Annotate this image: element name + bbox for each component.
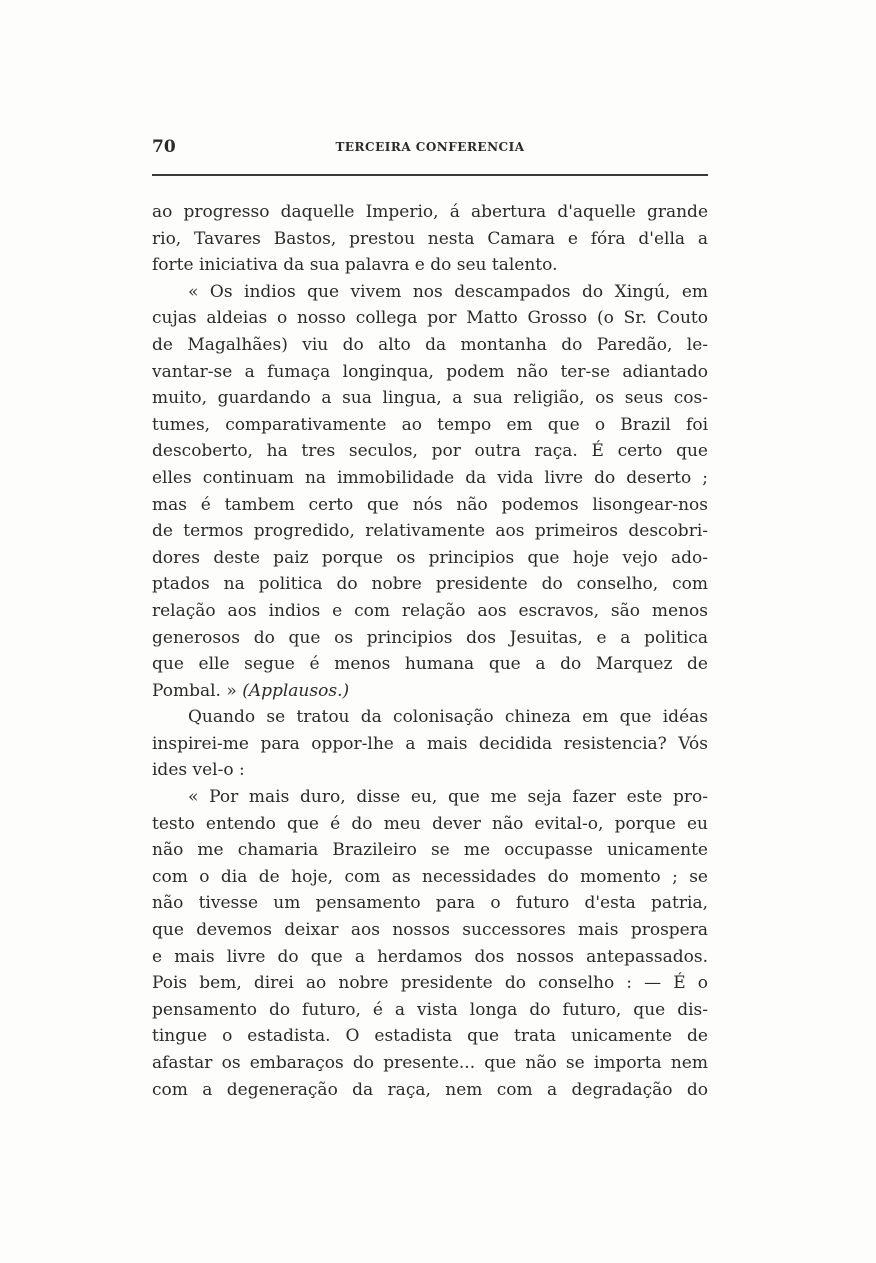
body-text	[152, 199, 708, 1103]
text-line: dores deste paiz porque os principios que hoje vejo ado-	[152, 547, 708, 568]
pombal-text: Pombal. »	[152, 680, 237, 701]
header-rule	[152, 174, 708, 176]
text-line: Pois bem, direi ao nobre presidente do conselho : — É o	[152, 973, 708, 994]
text-line: com a degeneração da raça, nem com a degradação do	[152, 1079, 708, 1100]
text-line: forte iniciativa da sua palavra e do seu talento.	[152, 255, 558, 276]
text-line: cujas aldeias o nosso collega por Matto Grosso (o Sr. Couto	[152, 308, 708, 329]
text-line: rio, Tavares Bastos, prestou nesta Camara e fóra d'ella a	[152, 228, 708, 249]
text-line: ao progresso daquelle Imperio, á abertura d'aquelle grande	[152, 202, 708, 222]
text-line: e mais livre do que a herdamos dos nossos antepassados.	[152, 946, 708, 967]
text-line: de Magalhães) viu do alto da montanha do Paredão, le-	[152, 334, 708, 355]
text-line: com o dia de hoje, com as necessidades do momento ; se	[152, 866, 708, 887]
text-line: « Os indios que vivem nos descampados do Xingú, em	[188, 281, 708, 302]
text-line: « Por mais duro, disse eu, que me seja fazer este pro-	[188, 787, 708, 808]
text-line: tingue o estadista. O estadista que trata unicamente de	[152, 1026, 708, 1047]
text-line: Quando se tratou da colonisação chineza em que idéas	[188, 707, 708, 728]
text-line: tumes, comparativamente ao tempo em que o Brazil foi	[152, 414, 708, 435]
page-number: 70	[152, 137, 176, 157]
text-line: relação aos indios e com relação aos escravos, são menos	[152, 600, 708, 621]
text-line: vantar-se a fumaça longinqua, podem não ter-se adiantado	[152, 361, 708, 382]
text-line: que devemos deixar aos nossos successores mais prospera	[152, 920, 708, 941]
text-line: muito, guardando a sua lingua, a sua religião, os seus cos-	[152, 388, 708, 409]
text-line: ides vel-o :	[152, 760, 245, 781]
text-line: afastar os embaraços do presente... que não se importa nem	[152, 1053, 708, 1073]
text-line: elles continuam na immobilidade da vida livre do deserto ;	[152, 467, 708, 488]
text-line: não tivesse um pensamento para o futuro d'esta patria,	[152, 893, 708, 914]
text-line: descoberto, ha tres seculos, por outra raça. É certo que	[152, 441, 708, 462]
applause-note: (Applausos.)	[242, 680, 350, 701]
text-line: testo entendo que é do meu dever não evital-o, porque eu	[152, 813, 708, 834]
text-line: de termos progredido, relativamente aos primeiros descobri-	[152, 521, 708, 542]
running-head: TERCEIRA CONFERENCIA	[335, 140, 525, 154]
text-line: que elle segue é menos humana que a do Marquez de	[152, 654, 708, 675]
text-line-pombal	[152, 678, 708, 705]
text-line: inspirei-me para oppor-lhe a mais decidida resistencia? Vós	[152, 733, 708, 754]
text-line: ptados na politica do nobre presidente do conselho, com	[152, 574, 708, 595]
page-header	[152, 137, 708, 159]
text-line: generosos do que os principios dos Jesuitas, e a politica	[152, 627, 708, 648]
text-line: pensamento do futuro, é a vista longa do futuro, que dis-	[152, 999, 708, 1020]
text-line: mas é tambem certo que nós não podemos lisongear-nos	[152, 494, 708, 515]
text-line: não me chamaria Brazileiro se me occupasse unicamente	[152, 840, 708, 861]
